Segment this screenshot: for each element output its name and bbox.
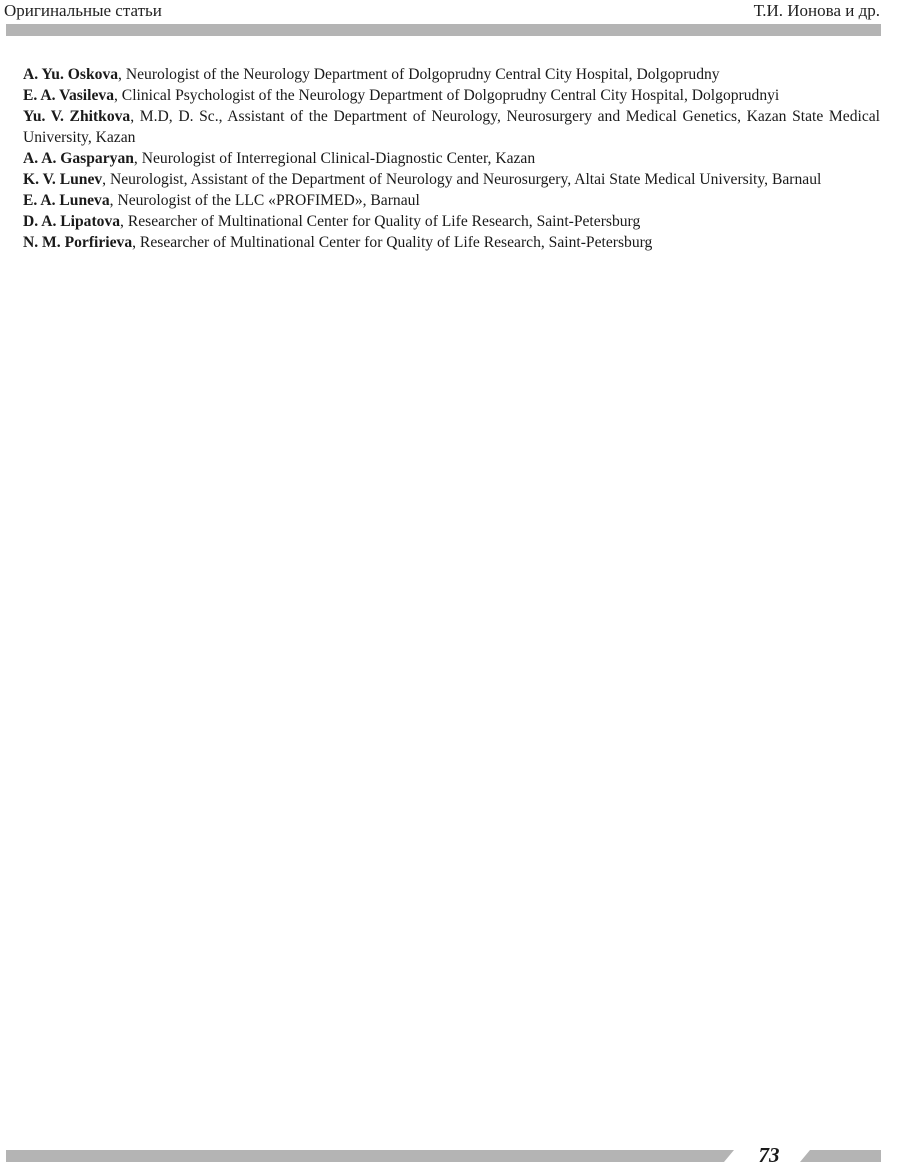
author-entry <box>23 106 880 148</box>
author-name: N. M. Porfirieva <box>23 234 133 251</box>
author-affiliations <box>23 64 880 253</box>
author-entry <box>23 211 880 232</box>
author-entry <box>23 148 880 169</box>
author-name: D. A. Lipatova <box>23 213 121 230</box>
author-entry <box>23 169 880 190</box>
author-details: , Neurologist of the LLC «PROFIMED», Barnaul <box>109 192 420 209</box>
author-name: K. V. Lunev <box>23 171 103 188</box>
footer-rule-left <box>6 1150 734 1162</box>
author-details: , Researcher of Multinational Center for Quality of Life Research, Saint-Petersburg <box>120 213 641 230</box>
author-details: , Clinical Psychologist of the Neurology Department of Dolgoprudny Central City Hospital, Dolgoprudnyi <box>114 87 780 104</box>
author-entry <box>23 64 880 85</box>
footer-rule-right <box>800 1150 881 1162</box>
author-entry <box>23 85 880 106</box>
author-name: A. A. Gasparyan <box>23 150 134 167</box>
running-header-authors: Т.И. Ионова и др. <box>753 1 880 20</box>
author-details: , M.D, D. Sc., Assistant of the Department of Neurology, Neurosurgery and Medical Genetics, Kazan State Medical University, Kazan <box>23 108 880 146</box>
author-entry <box>23 232 880 253</box>
header-rule <box>6 24 881 36</box>
author-details: , Neurologist of the Neurology Department of Dolgoprudny Central City Hospital, Dolgoprudny <box>118 66 720 83</box>
author-details: , Researcher of Multinational Center for Quality of Life Research, Saint-Petersburg <box>132 234 653 251</box>
author-name: A. Yu. Oskova <box>23 66 119 83</box>
author-entry <box>23 190 880 211</box>
author-name: E. A. Luneva <box>23 192 110 209</box>
author-name: E. A. Vasileva <box>23 87 114 104</box>
author-details: , Neurologist of Interregional Clinical-Diagnostic Center, Kazan <box>133 150 536 167</box>
author-name: Yu. V. Zhitkova <box>23 108 131 125</box>
page-number: 73 <box>758 1143 780 1167</box>
running-header-section: Оригинальные статьи <box>4 1 162 20</box>
author-details: , Neurologist, Assistant of the Department of Neurology and Neurosurgery, Altai State Medical University, Barnaul <box>102 171 822 188</box>
